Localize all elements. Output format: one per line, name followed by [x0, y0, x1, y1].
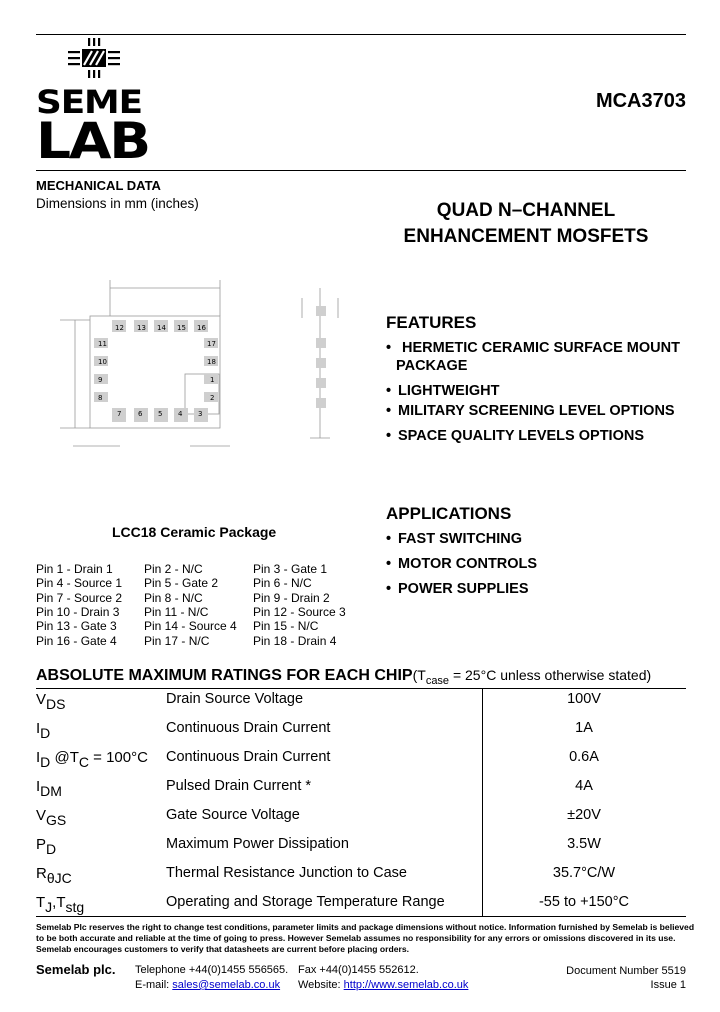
rating-value: 100V [567, 691, 601, 707]
pad-label: 16 [197, 324, 206, 332]
package-drawing [40, 258, 360, 468]
applications-heading: APPLICATIONS [386, 504, 512, 523]
pin-entry: Pin 17 - N/C [144, 633, 210, 648]
pin-entry: Pin 7 - Source 2 [36, 590, 123, 605]
product-title-line1: QUAD N–CHANNEL [436, 200, 616, 221]
mechanical-title: MECHANICAL DATA [36, 178, 161, 193]
rating-description: Pulsed Drain Current * [166, 778, 312, 794]
rating-value: 1A [575, 720, 593, 736]
pad-label: 10 [98, 358, 107, 366]
rating-description: Gate Source Voltage [166, 807, 300, 823]
pad-label: 15 [177, 324, 186, 332]
pad-label: 14 [157, 324, 166, 332]
pin-entry: Pin 15 - N/C [253, 619, 319, 634]
pad-label: 3 [198, 410, 203, 418]
pin-entry: Pin 5 - Gate 2 [144, 576, 219, 591]
pin-entry: Pin 1 - Drain 1 [36, 562, 113, 576]
rating-description: Continuous Drain Current [166, 749, 331, 765]
feature-item-continuation: PACKAGE [396, 358, 468, 374]
pin-entry: Pin 10 - Drain 3 [36, 604, 120, 619]
footer-issue: Issue 1 [650, 979, 686, 991]
pin-entry: Pin 8 - N/C [144, 590, 203, 605]
part-number: MCA3703 [595, 90, 686, 112]
rating-value: 0.6A [569, 749, 599, 765]
pin-entry: Pin 13 - Gate 3 [36, 619, 117, 634]
ratings-heading: ABSOLUTE MAXIMUM RATINGS FOR EACH CHIP [36, 667, 413, 684]
rating-value: 4A [575, 778, 593, 794]
pad-label: 12 [115, 324, 124, 332]
pad-label: 13 [137, 324, 146, 332]
rating-symbol: $I_{DM}$ [36, 778, 62, 799]
pin-entry: Pin 9 - Drain 2 [253, 590, 330, 605]
rating-symbol: $V_{DS}$ [36, 691, 66, 712]
package-name: LCC18 Ceramic Package [112, 524, 277, 540]
pin-entry: Pin 4 - Source 1 [36, 576, 123, 591]
pad-label: 2 [210, 394, 215, 402]
disclaimer-line: Semelab encourages customers to verify that datasheets are current before placing orders. [36, 944, 410, 954]
footer-email-link[interactable]: sales@semelab.co.uk [172, 979, 281, 991]
application-item: • POWER SUPPLIES [386, 581, 529, 597]
pin-entry: Pin 14 - Source 4 [144, 619, 237, 634]
feature-item: • SPACE QUALITY LEVELS OPTIONS [386, 428, 644, 444]
pad-label: 1 [210, 376, 215, 384]
header-rule [36, 170, 686, 171]
logo-grid-icon [68, 38, 120, 78]
pad-label: 17 [207, 340, 216, 348]
pad-label: 8 [98, 394, 103, 402]
rating-value: 35.7°C/W [552, 865, 616, 881]
pin-entry: Pin 2 - N/C [144, 562, 203, 576]
ratings-heading-row [36, 667, 651, 687]
footer-email-row [135, 979, 280, 991]
footer-website-row [298, 979, 468, 991]
pad-label: 18 [207, 358, 216, 366]
ratings-condition: ($T_{case} = 25^\circ C$ unless otherwise stated) [412, 667, 652, 687]
footer-document-number: Document Number 5519 [566, 965, 686, 977]
rating-description: Operating and Storage Temperature Range [166, 894, 445, 910]
feature-item: • LIGHTWEIGHT [386, 383, 500, 399]
footer-company: Semelab plc. [36, 962, 116, 977]
rating-description: Maximum Power Dissipation [166, 836, 349, 852]
pad-label: 4 [178, 410, 183, 418]
rating-symbol: $P_D$ [36, 836, 57, 857]
pad-label: 7 [117, 410, 122, 418]
disclaimer-line: to be both accurate and reliable at the time of going to press. However Semelab assumes no responsibility for any errors or omissions discovered in its use. [36, 933, 676, 943]
pin-entry: Pin 11 - N/C [144, 604, 209, 619]
pad-label: 9 [98, 376, 103, 384]
footer-website-link[interactable]: http://www.semelab.co.uk [343, 979, 469, 991]
features-heading: FEATURES [386, 313, 477, 332]
pin-entry: Pin 12 - Source 3 [253, 604, 346, 619]
feature-item: • MILITARY SCREENING LEVEL OPTIONS [386, 403, 675, 419]
pin-entry: Pin 3 - Gate 1 [253, 562, 328, 576]
rating-value: ±20V [567, 807, 601, 823]
mechanical-subtitle: Dimensions in mm (inches) [36, 196, 199, 211]
ratings-bottom-rule [36, 916, 686, 917]
feature-item: • HERMETIC CERAMIC SURFACE MOUNT [386, 340, 680, 356]
footer-website-label: Website: [298, 979, 341, 991]
disclaimer-line: Semelab Plc reserves the right to change test conditions, parameter limits and package dimensions without notice. Information furnished by Semelab is believed [36, 922, 695, 932]
rating-symbol: $I_D$ $@T_C = 100^\circ C$ [36, 749, 148, 770]
application-item: • FAST SWITCHING [386, 531, 523, 547]
rating-description: Thermal Resistance Junction to Case [166, 865, 407, 881]
rating-value: 3.5W [567, 836, 601, 852]
pad-label: 11 [98, 340, 107, 348]
ratings-top-rule [36, 688, 686, 689]
pin-entry: Pin 18 - Drain 4 [253, 633, 337, 648]
pad-label: 6 [138, 410, 143, 418]
rating-value: -55 to +150°C [538, 894, 630, 910]
footer-fax: Fax +44(0)1455 552612. [298, 964, 419, 976]
footer-email-label: E-mail: [135, 979, 170, 991]
pin-entry: Pin 6 - N/C [253, 576, 312, 591]
application-item: • MOTOR CONTROLS [386, 556, 538, 572]
rating-description: Drain Source Voltage [166, 691, 304, 707]
pad-label: 5 [158, 410, 163, 418]
rating-symbol: $V_{GS}$ [36, 807, 67, 828]
rating-symbol: $T_J,T_{stg}$ [36, 894, 85, 915]
product-title-line2: ENHANCEMENT MOSFETS [403, 226, 649, 247]
rating-symbol: $I_D$ [36, 720, 51, 741]
footer-telephone: Telephone +44(0)1455 556565. [135, 964, 289, 976]
pin-entry: Pin 16 - Gate 4 [36, 633, 117, 648]
rating-description: Continuous Drain Current [166, 720, 331, 736]
rating-symbol: $R_{\theta JC}$ [36, 865, 72, 886]
top-rule [36, 34, 686, 35]
logo-seme: SEME [36, 83, 142, 121]
logo-lab: LAB [36, 112, 149, 170]
